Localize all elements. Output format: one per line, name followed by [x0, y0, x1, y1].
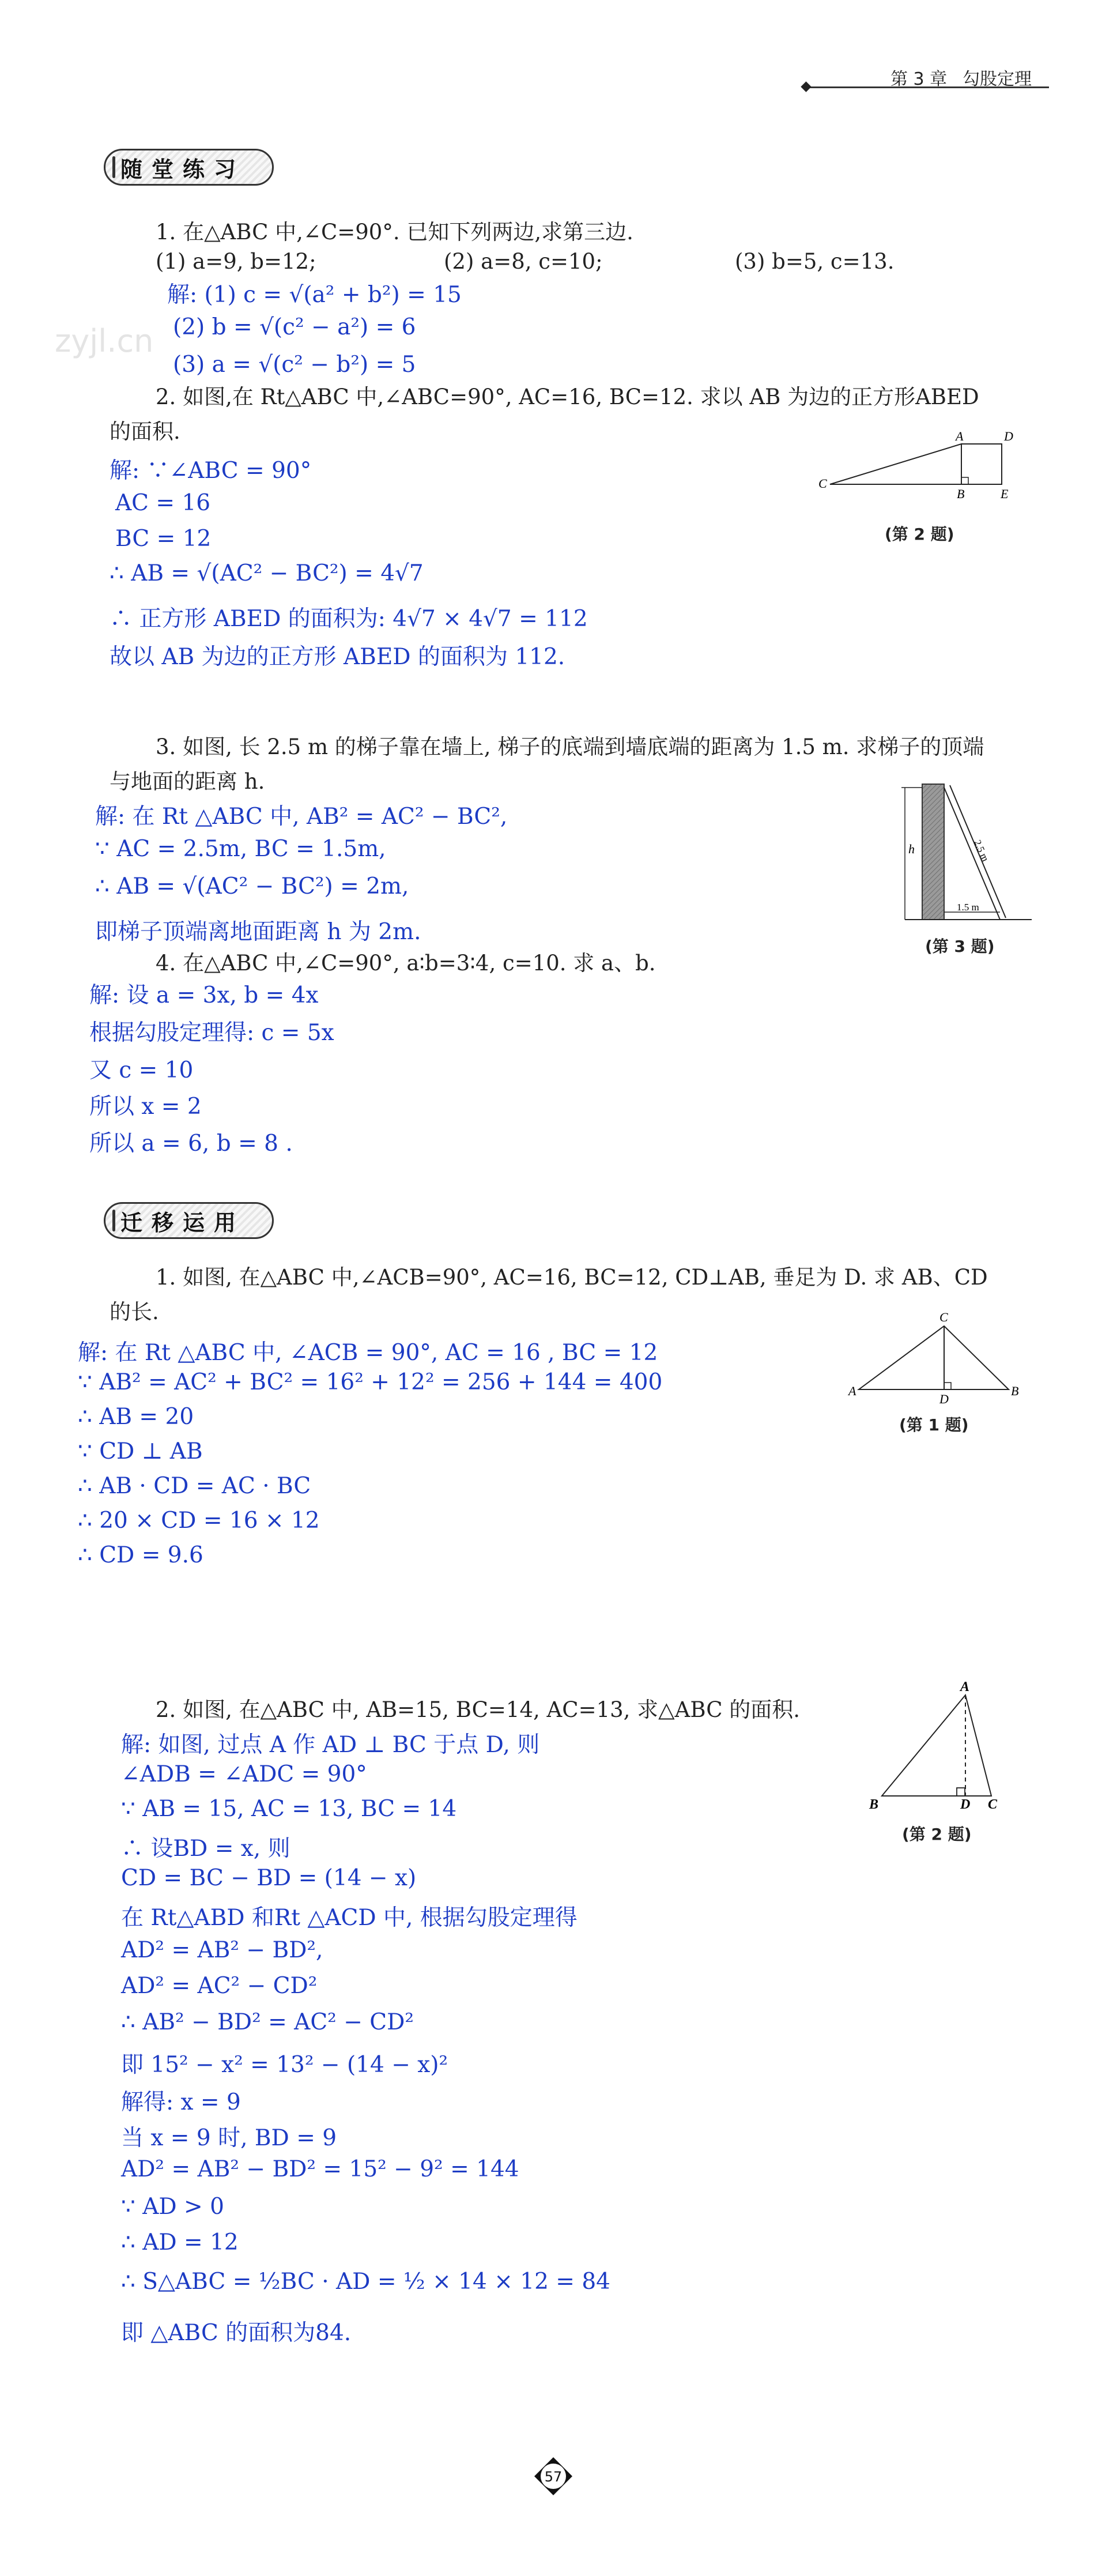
s2q1-stem-line2: 的长. [110, 1300, 159, 1324]
s2q2-label-C: C [988, 1797, 998, 1812]
s2q2-line-17: 即 △ABC 的面积为84. [121, 2320, 352, 2346]
s2q1-label-C: C [939, 1310, 948, 1324]
s2q2-line-4: ∴ 设BD = x, 则 [121, 1836, 290, 1862]
header-chapter: 第 3 章 [890, 69, 948, 89]
q3-label-base: 1.5 m [957, 902, 979, 913]
s2q2-label-A: A [960, 1681, 970, 1694]
q3-label-ladder: 2.5 m [972, 838, 991, 864]
s2q2-line-10: 即 15² − x² = 13² − (14 − x)² [121, 2052, 448, 2078]
q2-label-B: B [957, 487, 965, 501]
section-badge-application: 迁移运用 [104, 1202, 274, 1239]
q3-line-3: ∴ AB = √(AC² − BC²) = 2m, [95, 873, 409, 899]
s2q2-line-3: ∵ AB = 15, AC = 13, BC = 14 [121, 1796, 457, 1822]
page-number: 57 [544, 2469, 563, 2485]
header-title: 勾股定理 [963, 69, 1032, 89]
q2-figure [818, 427, 1026, 507]
q4-line-2: 根据勾股定理得: c = 5x [89, 1020, 334, 1046]
q1-part-1: (1) a=9, b=12; [156, 249, 316, 274]
q2-line-1: 解: ∵∠ABC = 90° [110, 458, 312, 484]
q2-caption: (第 2 题) [885, 525, 954, 544]
s2q1-line-6: ∴ 20 × CD = 16 × 12 [78, 1508, 320, 1534]
s2q1-line-4: ∵ CD ⊥ AB [78, 1438, 203, 1464]
s2q2-label-D: D [960, 1797, 971, 1812]
s2q2-line-2: ∠ADB = ∠ADC = 90° [121, 1761, 367, 1787]
s2q2-line-16: ∴ S△ABC = ½BC · AD = ½ × 14 × 12 = 84 [121, 2269, 610, 2295]
q3-stem-line1: 3. 如图, 长 2.5 m 的梯子靠在墙上, 梯子的底端到墙底端的距离为 1.5 m. 求梯子的顶端 [156, 735, 984, 759]
s2q2-figure [865, 1681, 1014, 1819]
s2q1-label-B: B [1011, 1384, 1019, 1398]
q4-line-4: 所以 x = 2 [89, 1094, 202, 1120]
q3-line-1: 解: 在 Rt △ABC 中, AB² = AC² − BC², [95, 804, 508, 830]
q3-label-h: h [908, 842, 915, 856]
s2q1-figure [847, 1309, 1020, 1407]
s2q2-line-8: AD² = AC² − CD² [121, 1973, 318, 1999]
s2q1-label-A: A [848, 1384, 856, 1398]
q4-line-5: 所以 a = 6, b = 8 . [89, 1131, 293, 1157]
section-badge-practice: 随堂练习 [104, 149, 274, 186]
q2-label-E: E [1001, 487, 1009, 501]
s2q2-line-11: 解得: x = 9 [121, 2089, 241, 2115]
s2q2-stem: 2. 如图, 在△ABC 中, AB=15, BC=14, AC=13, 求△ABC 的面积. [156, 1697, 801, 1722]
s2q1-line-2: ∵ AB² = AC² + BC² = 16² + 12² = 256 + 144 = 400 [78, 1369, 663, 1395]
q2-line-2: AC = 16 [115, 490, 211, 516]
s2q1-label-D: D [939, 1392, 949, 1406]
q2-line-5: ∴ 正方形 ABED 的面积为: 4√7 × 4√7 = 112 [110, 606, 588, 632]
q1-part-2: (2) a=8, c=10; [444, 249, 603, 274]
s2q1-line-1: 解: 在 Rt △ABC 中, ∠ACB = 90°, AC = 16 , BC = 12 [78, 1340, 658, 1366]
q2-line-6: 故以 AB 为边的正方形 ABED 的面积为 112. [110, 644, 565, 670]
header-diamond [801, 81, 811, 92]
q4-stem: 4. 在△ABC 中,∠C=90°, a∶b=3∶4, c=10. 求 a、b. [156, 951, 656, 976]
s2q2-line-12: 当 x = 9 时, BD = 9 [121, 2125, 337, 2151]
q3-figure [893, 778, 1043, 928]
q3-line-4: 即梯子顶端离地面距离 h 为 2m. [95, 919, 421, 945]
q3-caption: (第 3 题) [925, 937, 995, 956]
watermark: zyjl.cn [55, 323, 154, 359]
s2q1-stem-line1: 1. 如图, 在△ABC 中,∠ACB=90°, AC=16, BC=12, CD⊥AB, 垂足为 D. 求 AB、CD [156, 1265, 988, 1290]
s2q2-line-9: ∴ AB² − BD² = AC² − CD² [121, 2009, 414, 2035]
q1-answer-2: (2) b = √(c² − a²) = 6 [173, 314, 416, 340]
s2q2-line-15: ∴ AD = 12 [121, 2229, 239, 2255]
s2q1-line-3: ∴ AB = 20 [78, 1404, 194, 1430]
s2q1-caption: (第 1 题) [899, 1415, 969, 1434]
s2q1-line-5: ∴ AB · CD = AC · BC [78, 1473, 311, 1499]
s2q1-line-7: ∴ CD = 9.6 [78, 1542, 203, 1568]
q2-label-C: C [818, 476, 827, 491]
q4-line-3: 又 c = 10 [89, 1057, 194, 1083]
q2-line-3: BC = 12 [115, 526, 212, 552]
q3-stem-line2: 与地面的距离 h. [110, 769, 265, 794]
s2q2-line-13: AD² = AB² − BD² = 15² − 9² = 144 [121, 2156, 519, 2182]
s2q2-line-6: 在 Rt△ABD 和Rt △ACD 中, 根据勾股定理得 [121, 1905, 578, 1931]
q2-line-4: ∴ AB = √(AC² − BC²) = 4√7 [110, 560, 424, 586]
page-number-badge [533, 2456, 573, 2496]
s2q2-line-1: 解: 如图, 过点 A 作 AD ⊥ BC 于点 D, 则 [121, 1732, 540, 1758]
q1-answer-3: (3) a = √(c² − b²) = 5 [173, 352, 416, 378]
s2q2-label-B: B [869, 1797, 879, 1812]
s2q2-line-5: CD = BC − BD = (14 − x) [121, 1865, 417, 1891]
q2-stem-line1: 2. 如图,在 Rt△ABC 中,∠ABC=90°, AC=16, BC=12. 求以 AB 为边的正方形ABED [156, 385, 979, 409]
s2q2-line-14: ∵ AD > 0 [121, 2194, 224, 2220]
s2q2-line-7: AD² = AB² − BD², [121, 1937, 323, 1963]
q2-label-D: D [1004, 429, 1013, 443]
q1-stem: 1. 在△ABC 中,∠C=90°. 已知下列两边,求第三边. [156, 220, 633, 244]
q2-stem-line2: 的面积. [110, 419, 180, 444]
q1-answer-1: 解: (1) c = √(a² + b²) = 15 [167, 282, 462, 308]
s2q2-caption: (第 2 题) [902, 1825, 972, 1844]
q2-label-A: A [956, 429, 964, 443]
q1-part-3: (3) b=5, c=13. [735, 249, 895, 274]
q3-line-2: ∵ AC = 2.5m, BC = 1.5m, [95, 836, 386, 862]
q4-line-1: 解: 设 a = 3x, b = 4x [89, 982, 319, 1008]
